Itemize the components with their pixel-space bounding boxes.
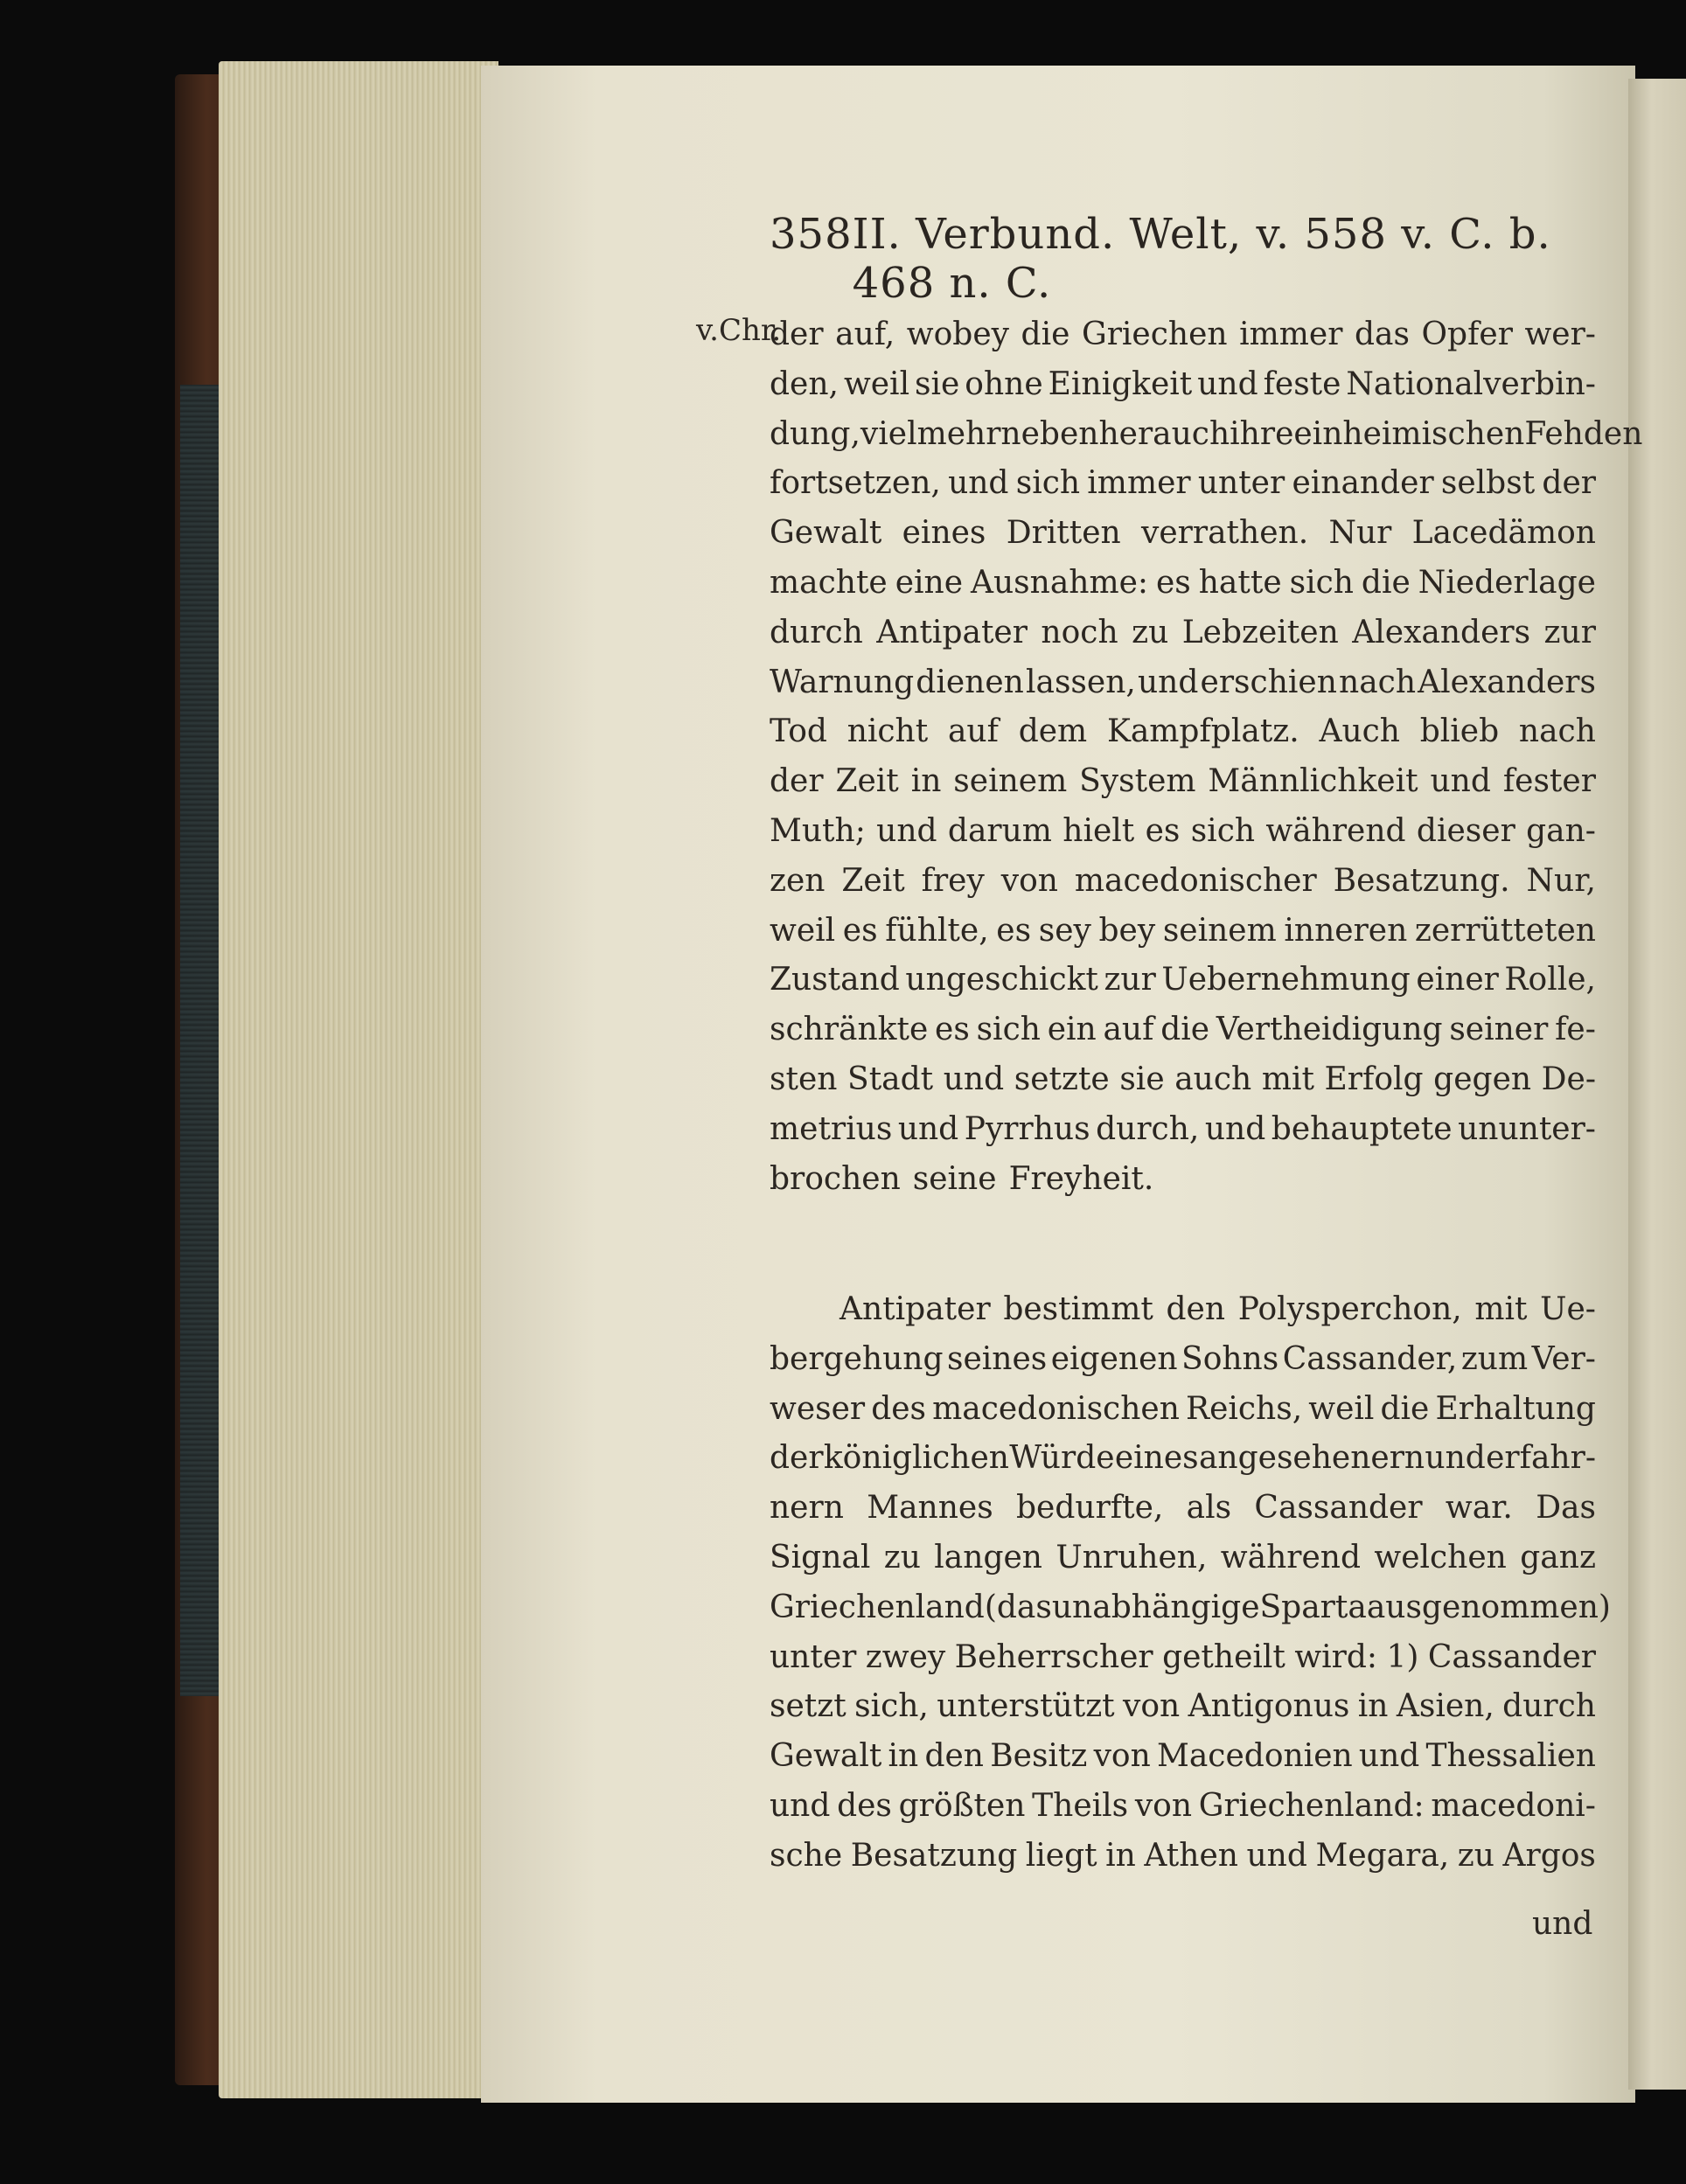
text-line: machte eine Ausnahme: es hatte sich die Niederlage — [770, 564, 1596, 601]
text-line: den, weil sie ohne Einigkeit und feste Nationalverbin- — [770, 365, 1596, 402]
page-number: 358 — [770, 210, 853, 259]
text-line: der auf, wobey die Griechen immer das Opfer wer- — [770, 316, 1596, 352]
text-line: durch Antipater noch zu Lebzeiten Alexanders zur — [770, 614, 1596, 650]
marbled-cover-edge — [180, 385, 224, 1696]
text-line: Signal zu langen Unruhen, während welchen ganz — [770, 1539, 1596, 1575]
text-line: Warnung dienen lassen, und erschien nach Alexanders — [770, 664, 1596, 700]
text-line: Antipater bestimmt den Polysperchon, mit Ue- — [840, 1291, 1596, 1327]
text-line: Zustand ungeschickt zur Uebernehmung einer Rolle, — [770, 962, 1596, 998]
text-line: metrius und Pyrrhus durch, und behauptete ununter- — [770, 1110, 1596, 1147]
margin-note: v.Chr. — [696, 313, 782, 348]
text-line: brochen seine Freyheit. — [770, 1160, 1154, 1197]
page-block-edges — [219, 61, 498, 2098]
text-line: der Zeit in seinem System Männlichkeit und fester — [770, 763, 1596, 800]
text-line: weil es fühlte, es sey bey seinem inneren zerrütteten — [770, 912, 1596, 949]
text-line: sche Besatzung liegt in Athen und Megara, zu Argos — [770, 1837, 1596, 1874]
catchword: und — [1532, 1906, 1593, 1942]
paragraph-1 — [770, 310, 1643, 1204]
text-line: bergehung seines eigenen Sohns Cassander, zum Ver- — [770, 1340, 1596, 1377]
text-line: nern Mannes bedurfte, als Cassander war. Das — [770, 1490, 1596, 1527]
text-line: zen Zeit frey von macedonischer Besatzung. Nur, — [770, 862, 1596, 899]
facing-page-edge — [1628, 79, 1686, 2090]
text-line: weser des macedonischen Reichs, weil die Erhaltung — [770, 1390, 1596, 1427]
text-line: der königlichen Würde eines angesehenern und erfahr- — [770, 1440, 1596, 1477]
text-line: dung, vielmehr nebenher auch ihre einheimischen Fehden — [770, 415, 1643, 452]
text-line: Griechenland (das unabhängige Sparta ausgenommen) — [770, 1589, 1611, 1625]
text-line: sten Stadt und setzte sie auch mit Erfolg gegen De- — [770, 1061, 1596, 1097]
text-line: unter zwey Beherrscher getheilt wird: 1) Cassander — [770, 1638, 1596, 1675]
text-line: Tod nicht auf dem Kampfplatz. Auch blieb nach — [770, 713, 1596, 750]
page-header — [770, 210, 1600, 308]
text-line: fortsetzen, und sich immer unter einander selbst der — [770, 465, 1596, 502]
text-line: Gewalt eines Dritten verrathen. Nur Lacedämon — [770, 515, 1596, 552]
text-line: und des größten Theils von Griechenland: macedoni- — [770, 1787, 1596, 1824]
text-line: Muth; und darum hielt es sich während dieser gan- — [770, 812, 1596, 849]
text-line: Gewalt in den Besitz von Macedonien und Thessalien — [770, 1738, 1596, 1775]
paragraph-2 — [770, 1285, 1611, 1881]
running-title: II. Verbund. Welt, v. 558 v. C. b. 468 n. C. — [852, 210, 1551, 308]
text-line: schränkte es sich ein auf die Vertheidigung seiner fe- — [770, 1012, 1596, 1048]
text-line: setzt sich, unterstützt von Antigonus in Asien, durch — [770, 1688, 1596, 1725]
